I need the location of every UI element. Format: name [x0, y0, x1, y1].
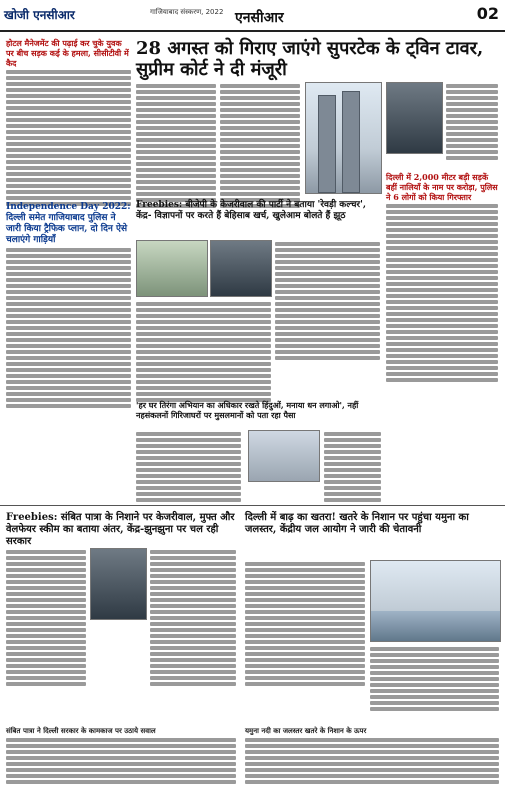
delhi-story-title: दिल्ली में 2,000 मीटर बड़ी सड़कें बहीं नालियाँ के नाम पर करोड़ा, पुलिस ने 6 लोगों को किया गिरफ्तार	[386, 172, 498, 202]
flood-body-2	[370, 645, 499, 713]
quote-body	[136, 430, 241, 504]
freebies-title-2: Freebies: संबित पात्रा के निशाने पर केजरीवाल, मुफ्त और वेलफेयर स्कीम का बताया अंतर, केंद्र-झुनझुना पर चल रही सरकार	[6, 512, 235, 547]
quote-text: 'हर घर तिरंगा अभियान का अधिकार रखते हिंदुओं, मनाया धन लगाओ', नहीं नहसंकलनों गिरिजाघरों पर मुसलमानों को पता रहा पैसा	[136, 400, 359, 420]
bottom-right-label	[245, 726, 499, 786]
masthead	[0, 0, 505, 32]
freebies-story-2	[6, 512, 236, 548]
freebies-body-2	[136, 300, 271, 404]
freebies-story-1	[136, 200, 381, 222]
independence-story	[6, 202, 131, 410]
kejriwal-photo	[136, 240, 208, 297]
quote-photo	[248, 430, 320, 482]
flood-title: दिल्ली में बाढ़ का खतरा! खतरे के निशान पर पहुंचा यमुना का जलस्तर, केंद्रीय जल आयोग ने जारी की चेतावनी	[245, 512, 469, 535]
bottom-right-caption: यमुना नदी का जलस्तर खतरे के निशान के ऊपर	[245, 726, 367, 735]
bottom-left-caption: संबित पात्रा ने दिल्ली सरकार के कामकाज पर उठाये सवाल	[6, 726, 156, 735]
freebies2-body-2	[150, 548, 236, 688]
freebies-body	[275, 240, 380, 362]
second-photo	[210, 240, 272, 297]
flood-body-1	[245, 560, 365, 688]
flood-story	[245, 512, 499, 536]
section-title: एनसीआर	[235, 10, 284, 26]
twin-tower-photo	[305, 82, 382, 194]
main-column-2	[220, 82, 300, 210]
publication-brand: खोजी एनसीआर	[4, 8, 75, 22]
freebies-title-1: Freebies: बीजेपी के केजरीवाल की पार्टी ने बताया 'रेवड़ी कल्चर', केंद्र- विज्ञापनों पर करते हैं बेहिसाब खर्च, खुलेआम बोलते हैं झूठ	[136, 200, 366, 221]
flood-photo	[370, 560, 501, 642]
main-column-1	[136, 82, 216, 210]
quote-block	[136, 400, 381, 420]
left-story-body	[6, 70, 131, 206]
main-headline: 28 अगस्त को गिराए जाएंगे सुपरटेक के ट्विन टावर, सुप्रीम कोर्ट ने दी मंजूरी	[136, 38, 484, 80]
main-headline-block	[136, 38, 496, 80]
left-story	[6, 38, 131, 208]
dateline: गाजियाबाद संस्करण, 2022	[150, 8, 224, 16]
delhi-story	[386, 172, 498, 384]
left-story-title: होटल मैनेजमेंट की पढ़ाई कर चुके युवक पर बीच सड़क कई के हमला, सीसीटीवी में कैद	[6, 38, 129, 68]
portrait-photo	[386, 82, 443, 154]
page-number: 02	[476, 4, 499, 23]
independence-title: Independence Day 2022: दिल्ली समेत गाजियाबाद पुलिस ने जारी किया ट्रैफिक प्लान, दो दिन ऐसे चलाएंगे गाड़ियाँ	[6, 202, 131, 245]
bottom-left-label	[6, 726, 236, 786]
section-divider	[0, 505, 505, 506]
quote-body-2	[324, 430, 381, 504]
right-column	[446, 82, 498, 162]
freebies2-body-1	[6, 548, 86, 688]
sambit-patra-photo	[90, 548, 147, 620]
